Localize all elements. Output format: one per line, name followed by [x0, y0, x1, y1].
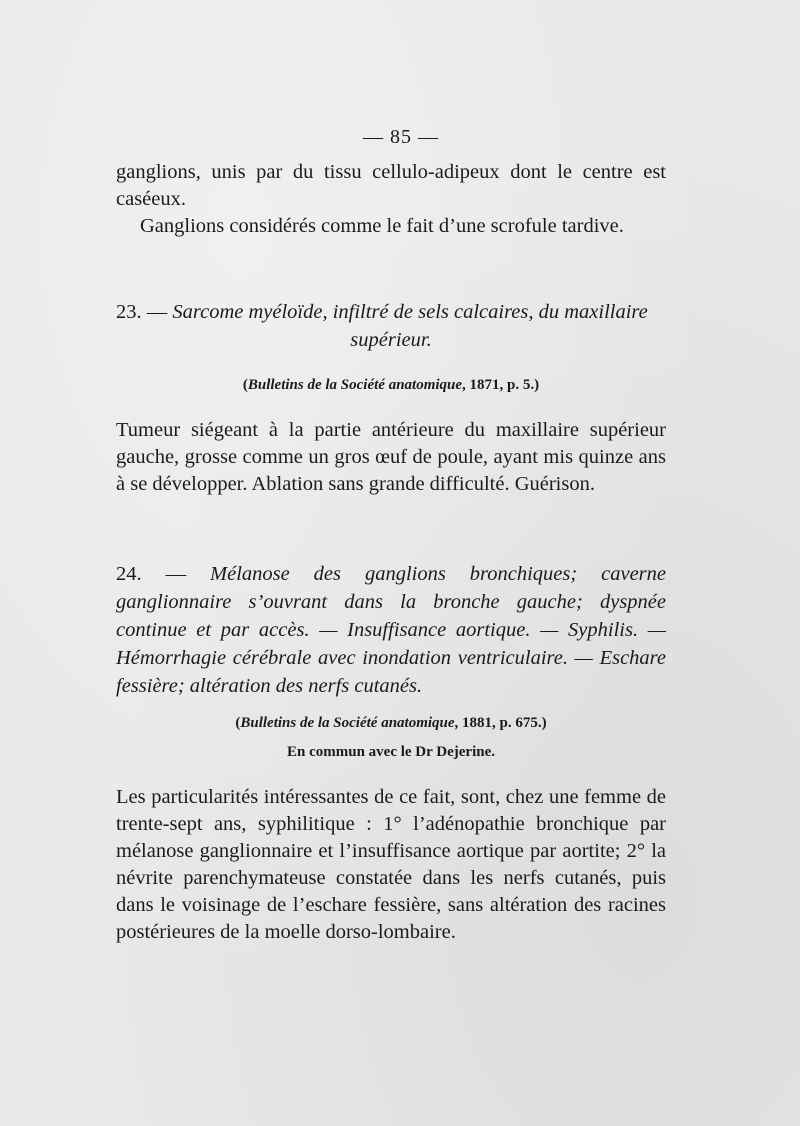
case-24-source-journal: Bulletins de la Société anatomique	[240, 715, 455, 731]
case-24-note: En commun avec le Dr Dejerine.	[286, 744, 495, 760]
case-23	[116, 298, 666, 498]
intro-paragraph-2: Ganglions considérés comme le fait d’une scrofule tardive.	[140, 215, 624, 237]
case-24-body: Les particularités intéressantes de ce fait, sont, chez une femme de trente-sept ans, syphilitique : 1° l’adénopathie bronchique par mélanose ganglionnaire et l’insuffisance aortique par aortite; 2° la névrite parenchymateuse constatée dans les nerfs cutanés, puis dans le voisinage de l’eschare fessière, sans altération des racines postérieures de la moelle dorso-lombaire.	[116, 786, 666, 943]
case-24-title: Mélanose des ganglions bronchiques; caverne ganglionnaire s’ouvrant dans la bronche gauche; dyspnée continue et par accès. — Insuffisance aortique. — Syphilis. — Hémorrhagie cérébrale avec inondation ventriculaire. — Eschare fessière; altération des nerfs cutanés.	[116, 563, 667, 697]
intro-paragraph-1: ganglions, unis par du tissu cellulo-adipeux dont le centre est caséeux.	[116, 161, 666, 210]
case-24-heading	[116, 560, 666, 700]
case-23-title: Sarcome myéloïde, infiltré de sels calcaires, du maxillaire	[172, 301, 648, 323]
case-24-number: 24. —	[116, 563, 187, 585]
page-number: — 85 —	[363, 126, 439, 148]
case-23-title-continued: supérieur.	[350, 329, 432, 351]
case-24	[116, 560, 666, 946]
case-23-source: (Bulletins de la Société anatomique, 1871, p. 5.)	[242, 377, 540, 393]
case-23-heading	[116, 298, 666, 326]
case-24-source: (Bulletins de la Société anatomique, 1881, p. 675.)	[235, 715, 547, 731]
case-23-number: 23. —	[116, 301, 168, 323]
case-23-source-journal: Bulletins de la Société anatomique	[247, 377, 463, 393]
page-content	[116, 126, 666, 946]
case-23-source-ref: , 1871, p. 5.)	[462, 377, 540, 393]
case-24-source-ref: , 1881, p. 675.)	[454, 715, 547, 731]
case-23-body: Tumeur siégeant à la partie antérieure du maxillaire supérieur gauche, grosse comme un gros œuf de poule, ayant mis quinze ans à se développer. Ablation sans grande difficulté. Guérison.	[116, 419, 666, 495]
